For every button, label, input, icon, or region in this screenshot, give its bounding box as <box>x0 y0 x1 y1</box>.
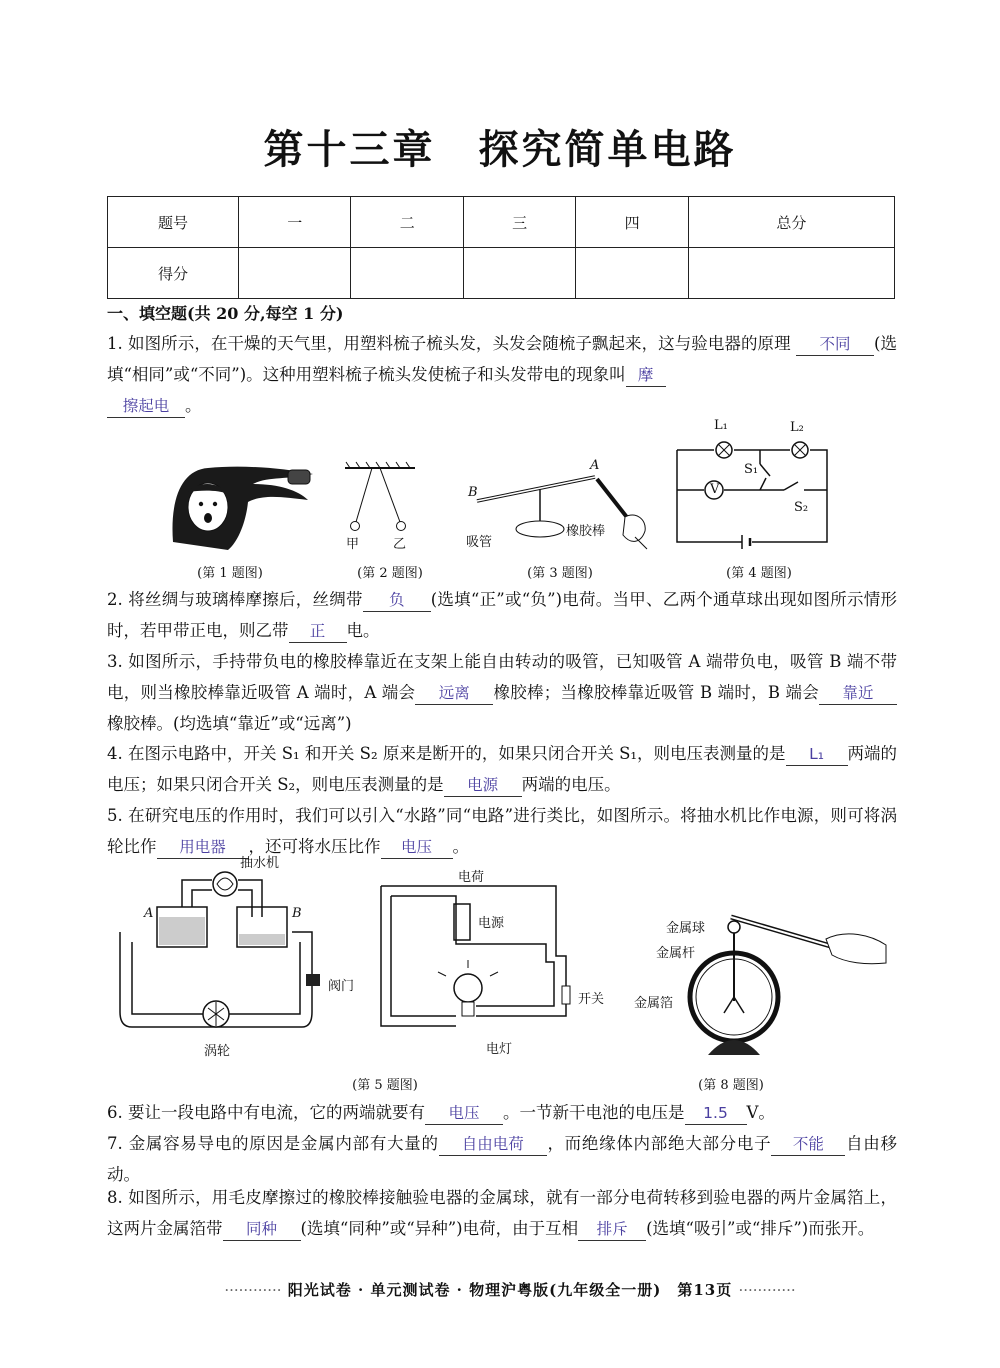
table-cell: 三 <box>463 197 575 248</box>
answer-blank[interactable]: 用电器 <box>157 836 249 859</box>
label-metal-foil: 金属箔 <box>634 996 674 1011</box>
question-text: 6. 要让一段电路中有电流，它的两端就要有 <box>107 1103 425 1122</box>
label-a-tank: A <box>144 906 154 921</box>
answer-blank[interactable]: 电压 <box>381 836 453 859</box>
question-text: 电。 <box>346 621 380 640</box>
question-text: 自由移动。 <box>107 1134 898 1184</box>
question-text: 8. 如图所示，用毛皮摩擦过的橡胶棒接触验电器的金属球，就有一部分电荷转移到验电器的两片金属箔上，这两片金属箔带 <box>107 1188 897 1238</box>
score-cell[interactable] <box>463 248 575 299</box>
question-3 <box>107 646 897 739</box>
question-7 <box>107 1128 897 1190</box>
electric-circuit-diagram <box>376 876 576 1036</box>
question-text: 。 <box>452 837 469 856</box>
question-text: 。 <box>185 396 202 415</box>
label-jia: 甲 <box>346 537 360 552</box>
circuit-diagram-q4 <box>672 440 832 555</box>
label-b-tank: B <box>292 906 302 921</box>
score-cell[interactable] <box>576 248 688 299</box>
question-1 <box>107 328 897 421</box>
label-s2: S₂ <box>794 500 809 515</box>
label-a: A <box>590 458 600 473</box>
label-metal-ball: 金属球 <box>666 921 706 936</box>
table-cell: 题号 <box>108 197 239 248</box>
question-text: 4. 在图示电路中，开关 S₁ 和开关 S₂ 原来是断开的，如果只闭合开关 S₁，则电压表测量的是 <box>107 744 786 763</box>
answer-blank[interactable]: 自由电荷 <box>439 1133 547 1156</box>
answer-blank[interactable]: 擦起电 <box>107 395 185 418</box>
label-yi: 乙 <box>393 537 407 552</box>
section-heading: 一、填空题(共 20 分,每空 1 分) <box>107 304 344 323</box>
label-lamp: 电灯 <box>486 1042 513 1057</box>
figure-caption: (第 1 题图) <box>197 566 263 581</box>
label-switch: 开关 <box>578 992 605 1007</box>
question-text: (选填“同种”或“异种”)电荷，由于互相 <box>300 1219 579 1238</box>
answer-blank[interactable]: 电压 <box>425 1102 503 1125</box>
question-2 <box>107 584 897 646</box>
table-cell: 二 <box>351 197 463 248</box>
figure-caption: (第 4 题图) <box>726 566 792 581</box>
footer-text: 阳光试卷 · 单元测试卷 · 物理沪粤版(九年级全一册) 第13页 <box>287 1281 733 1299</box>
question-8 <box>107 1182 897 1244</box>
question-text: (选填“相同”或“不同”)。这种用塑料梳子梳头发使梳子和头发带电的现象叫 <box>107 334 897 384</box>
water-circuit-diagram <box>112 862 322 1042</box>
straw-rubber-rod-diagram <box>465 465 655 550</box>
score-cell[interactable] <box>688 248 894 299</box>
question-text: 3. 如图所示，手持带负电的橡胶棒靠近在支架上能自由转动的吸管，已知吸管 A 端带负电，吸管 B 端不带电，则当橡胶棒靠近吸管 A 端时，A 端会 <box>107 652 897 702</box>
score-cell[interactable] <box>351 248 463 299</box>
question-text: (选填“正”或“负”)电荷。当甲、乙两个通草球出现如图所示情形时，若甲带正电，则乙带 <box>107 590 897 640</box>
answer-blank[interactable]: 电源 <box>444 774 522 797</box>
label-s1: S₁ <box>744 462 759 477</box>
question-text: 。一节新干电池的电压是 <box>503 1103 685 1122</box>
label-metal-rod: 金属杆 <box>656 946 696 961</box>
score-cell[interactable] <box>239 248 351 299</box>
answer-blank[interactable]: 摩 <box>626 364 666 387</box>
label-straw: 吸管 <box>466 535 493 550</box>
answer-blank[interactable]: 排斥 <box>578 1218 646 1241</box>
label-charge: 电荷 <box>458 870 485 885</box>
question-text: 2. 将丝绸与玻璃棒摩擦后，丝绸带 <box>107 590 363 609</box>
score-table <box>107 196 895 299</box>
table-cell: 四 <box>576 197 688 248</box>
question-5 <box>107 800 897 862</box>
table-row <box>108 248 895 299</box>
answer-blank[interactable]: 同种 <box>223 1218 301 1241</box>
pith-balls-diagram <box>340 460 420 540</box>
answer-blank[interactable]: L₁ <box>786 743 848 766</box>
footer-dots: ············ <box>738 1281 796 1299</box>
table-cell: 总分 <box>688 197 894 248</box>
figure-caption: (第 8 题图) <box>698 1078 764 1093</box>
question-text: 橡胶棒。(均选填“靠近”或“远离”) <box>107 714 352 733</box>
question-text: V。 <box>746 1103 775 1122</box>
question-text: ，而绝缘体内部绝大部分电子 <box>546 1134 772 1153</box>
answer-blank[interactable]: 远离 <box>415 682 493 705</box>
label-l1: L₁ <box>714 418 728 433</box>
label-pump: 抽水机 <box>240 856 280 871</box>
electroscope-diagram <box>686 905 896 1065</box>
question-4 <box>107 738 897 800</box>
answer-blank[interactable]: 1.5 <box>685 1102 747 1125</box>
answer-blank[interactable]: 负 <box>363 589 431 612</box>
girl-combing-hair-image <box>168 462 318 552</box>
label-power-source: 电源 <box>478 916 505 931</box>
question-text: (选填“吸引”或“排斥”)而张开。 <box>646 1219 875 1238</box>
question-6 <box>107 1097 897 1128</box>
figure-caption: (第 5 题图) <box>352 1078 418 1093</box>
answer-blank[interactable]: 正 <box>289 620 347 643</box>
answer-blank[interactable]: 靠近 <box>819 682 897 705</box>
answer-blank[interactable]: 不同 <box>796 333 874 356</box>
question-text: 橡胶棒；当橡胶棒靠近吸管 B 端时，B 端会 <box>493 683 819 702</box>
table-cell: 一 <box>239 197 351 248</box>
question-text: 5. 在研究电压的作用时，我们可以引入“水路”同“电路”进行类比，如图所示。将抽水机比作电源，则可将涡轮比作 <box>107 806 897 856</box>
label-turbine: 涡轮 <box>204 1044 231 1059</box>
question-text: 7. 金属容易导电的原因是金属内部有大量的 <box>107 1134 439 1153</box>
question-text: 两端的电压；如果只闭合开关 S₂，则电压表测量的是 <box>107 744 898 794</box>
footer-dots: ············ <box>224 1281 282 1299</box>
question-text: 两端的电压。 <box>521 775 621 794</box>
figure-caption: (第 3 题图) <box>527 566 593 581</box>
figure-caption: (第 2 题图) <box>357 566 423 581</box>
label-b: B <box>468 485 478 500</box>
page-title: 第十三章 探究简单电路 <box>263 126 737 173</box>
label-rubber-rod: 橡胶棒 <box>566 524 606 539</box>
question-text: ，还可将水压比作 <box>248 837 381 856</box>
label-l2: L₂ <box>790 420 804 435</box>
answer-blank[interactable]: 不能 <box>771 1133 845 1156</box>
voltmeter-label: V <box>710 482 720 497</box>
question-text: 1. 如图所示，在干燥的天气里，用塑料梳子梳头发，头发会随梳子飘起来，这与验电器的原理 <box>107 334 791 353</box>
page-footer <box>120 1279 900 1300</box>
table-cell: 得分 <box>108 248 239 299</box>
label-valve: 阀门 <box>328 979 355 994</box>
table-row <box>108 197 895 248</box>
